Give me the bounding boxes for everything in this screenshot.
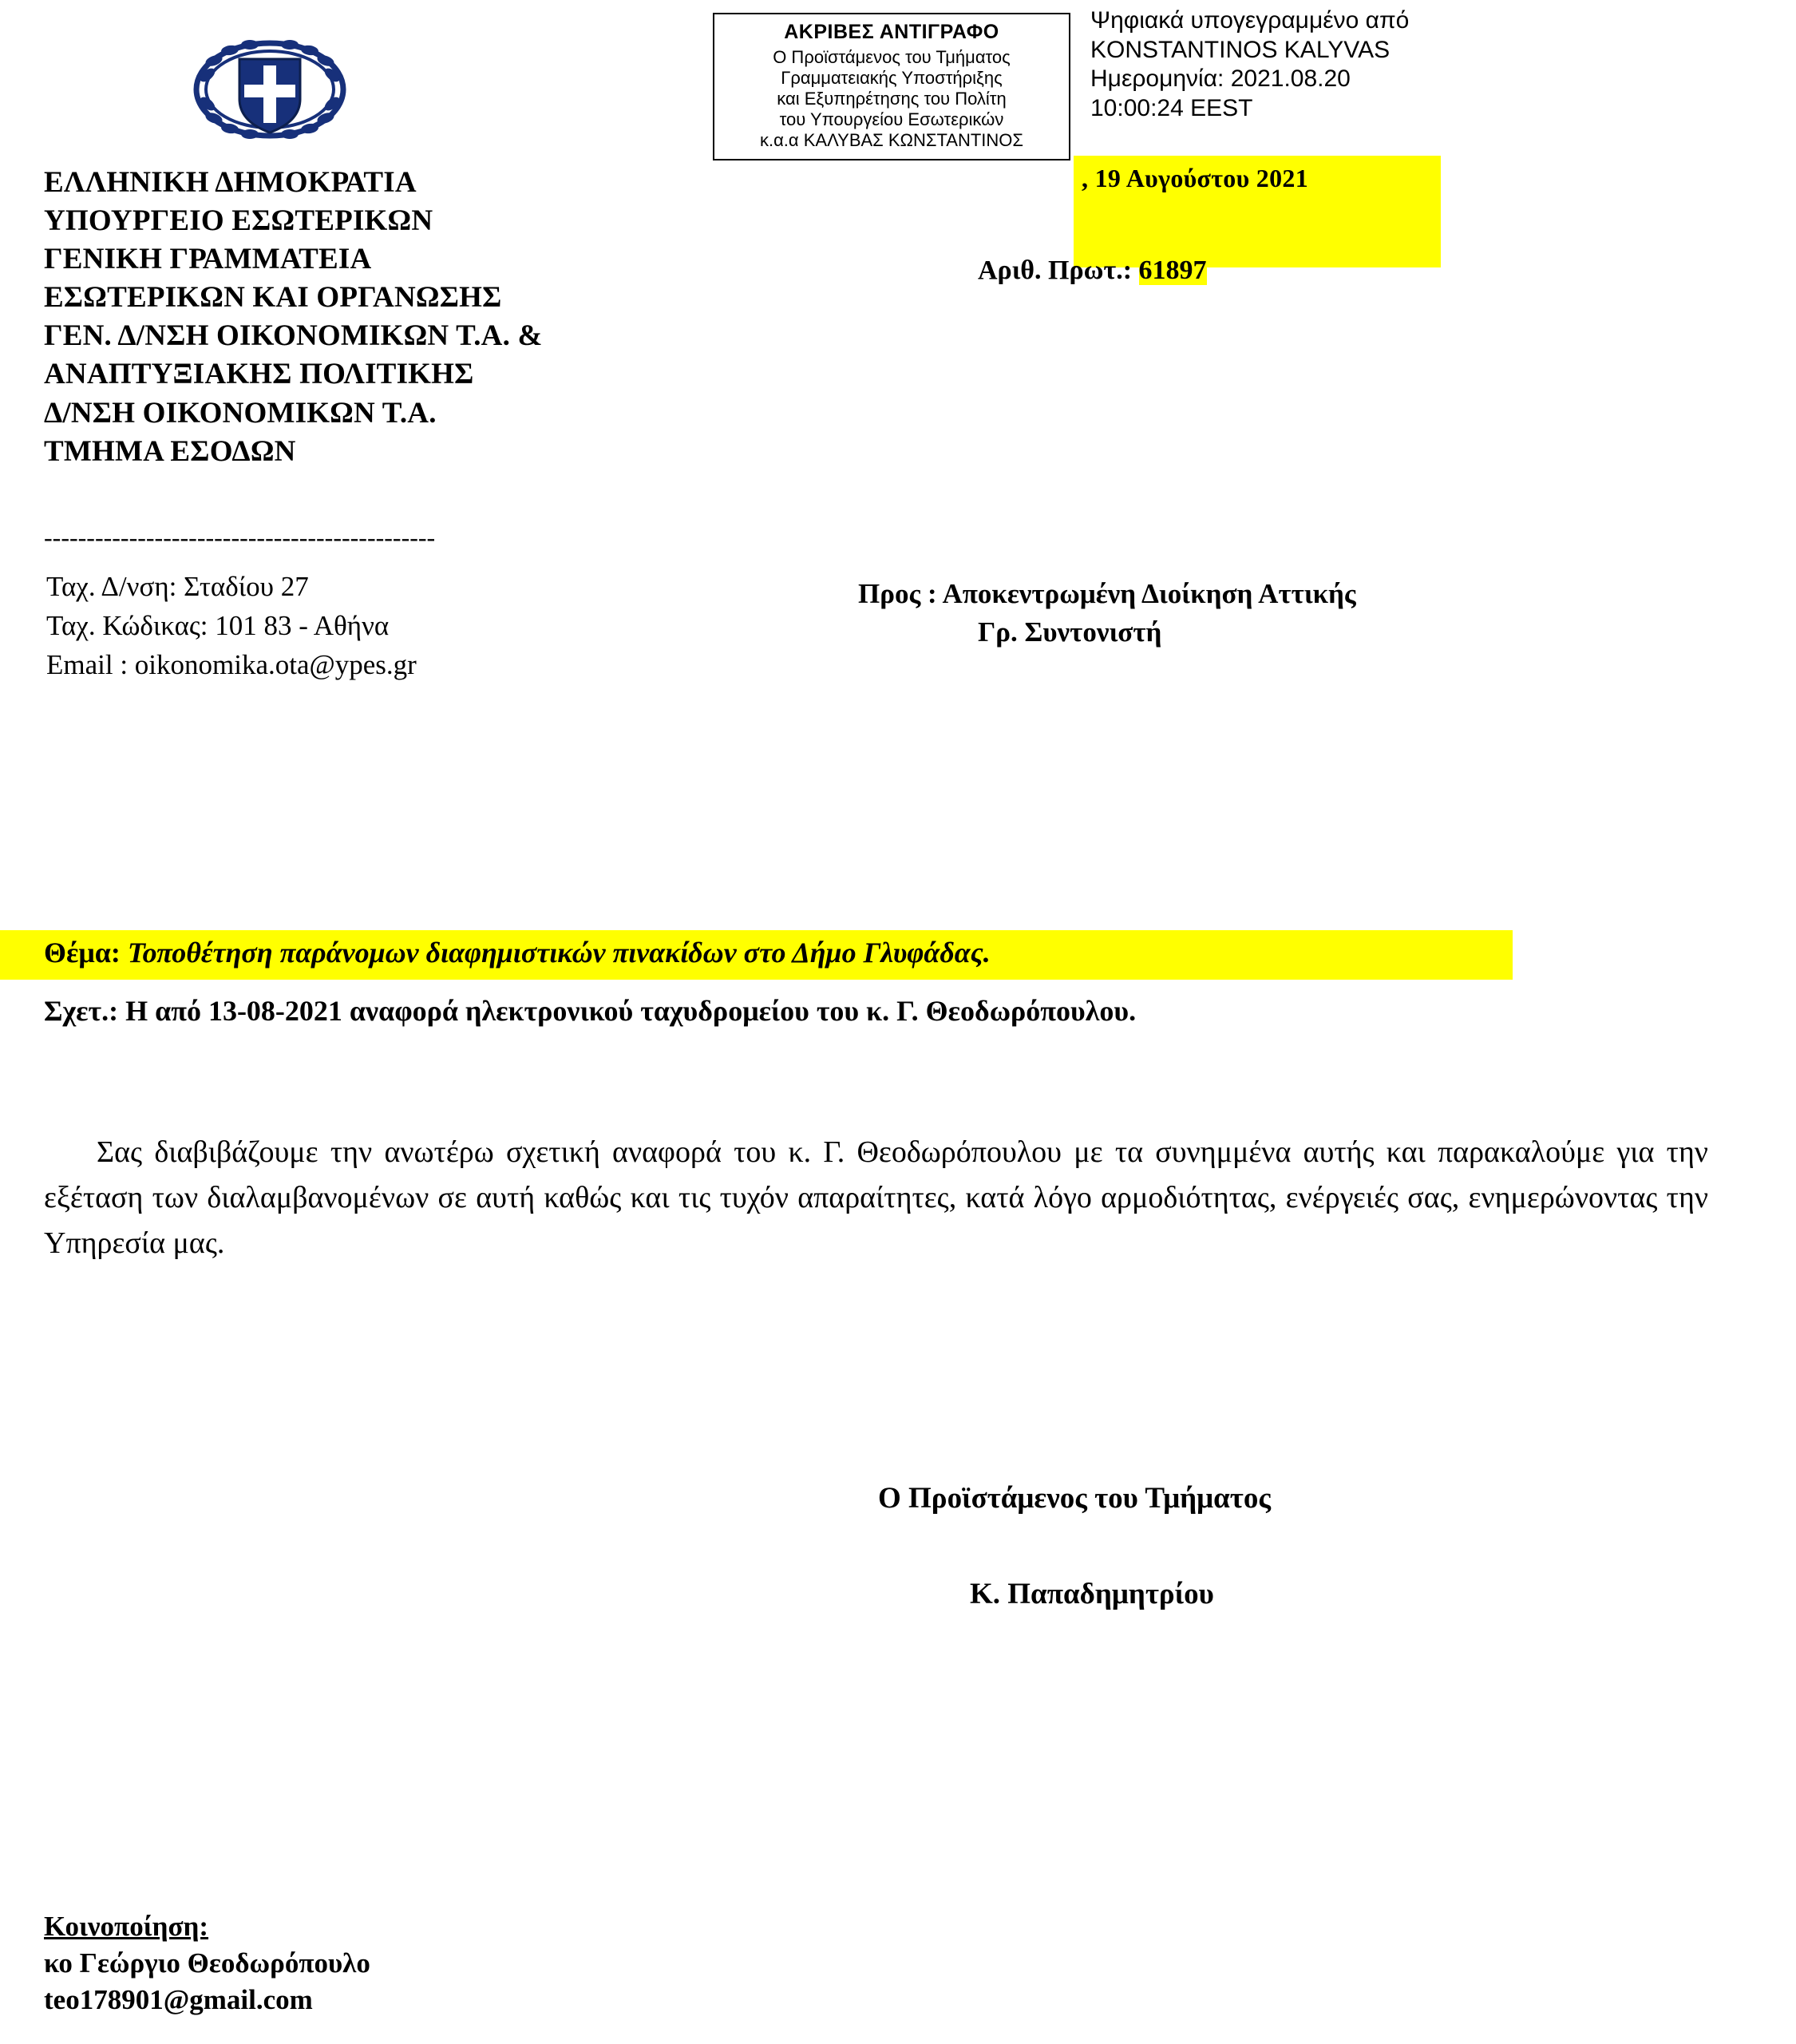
org-line-1: ΕΛΛΗΝΙΚΗ ΔΗΜΟΚΡΑΤΙΑ	[44, 166, 417, 199]
digital-signature-line-1: Ψηφιακά υπογεγραμμένο από	[1090, 7, 1410, 34]
greek-republic-emblem-icon	[190, 38, 350, 141]
stamp-line-5: κ.α.α ΚΑΛΥΒΑΣ ΚΩΝΣΤΑΝΤΙΝΟΣ	[759, 129, 1024, 150]
signature-name: Κ. Παπαδημητρίου	[970, 1578, 1214, 1610]
sender-contact-info	[46, 567, 417, 684]
stamp-line-1: Ο Προϊστάμενος του Τμήματος	[773, 47, 1011, 67]
subject-text: Τοποθέτηση παράνομων διαφημιστικών πινακίδων στο Δήμο Γλυφάδας.	[127, 937, 991, 969]
digital-signature-line-4: 10:00:24 EEST	[1090, 94, 1253, 121]
stamp-title: ΑΚΡΙΒΕΣ ΑΝΤΙΓΡΑΦΟ	[784, 21, 999, 43]
stamp-line-3: και Εξυπηρέτησης του Πολίτη	[777, 88, 1007, 109]
stamp-line-2: Γραμματειακής Υποστήριξης	[781, 67, 1003, 88]
digital-signature-block	[1090, 6, 1777, 123]
recipient-line-2: Γρ. Συντονιστή	[978, 616, 1162, 648]
relation-line: Σχετ.: Η από 13-08-2021 αναφορά ηλεκτρονικού ταχυδρομείου του κ. Γ. Θεοδωρόπουλου.	[44, 995, 1137, 1027]
subject-line	[44, 936, 991, 969]
org-line-8: ΤΜΗΜΑ ΕΣΟΔΩΝ	[44, 434, 296, 468]
contact-address: Ταχ. Δ/νση: Σταδίου 27	[46, 571, 309, 602]
recipient-label: Προς : Αποκεντρωμένη Διοίκηση Αττικής	[858, 578, 1356, 609]
sender-organization	[44, 164, 714, 471]
cc-recipient-name: κο Γεώργιο Θεοδωρόπουλο	[44, 1947, 370, 1979]
org-line-7: Δ/ΝΣΗ ΟΙΚΟΝΟΜΙΚΩΝ Τ.Α.	[44, 396, 437, 430]
body-paragraph: Σας διαβιβάζουμε την ανωτέρω σχετική αναφορά του κ. Γ. Θεοδωρόπουλου με τα συνημμένα αυτής και παρακαλούμε για την εξέταση των διαλαμβανομένων σε αυτή καθώς και τις τυχόν απαραίτητες, κατά λόγο αρμοδιότητας, ενέργειές σας, ενημερώνοντας την Υπηρεσία μας.	[44, 1135, 1708, 1260]
org-line-6: ΑΝΑΠΤΥΞΙΑΚΗΣ ΠΟΛΙΤΙΚΗΣ	[44, 358, 474, 391]
recipient-block	[858, 575, 1356, 652]
contact-email: Email : oikonomika.ota@ypes.gr	[46, 649, 417, 680]
stamp-line-4: του Υπουργείου Εσωτερικών	[779, 109, 1004, 129]
digital-signature-line-3: Ημερομηνία: 2021.08.20	[1090, 65, 1351, 93]
protocol-label: Αριθ. Πρωτ.:	[978, 256, 1139, 285]
cc-title: Κοινοποίηση:	[44, 1911, 209, 1942]
subject-label: Θέμα:	[44, 937, 128, 969]
digital-signature-line-2: KONSTANTINOS KALYVAS	[1090, 36, 1391, 63]
org-line-4: ΕΣΩΤΕΡΙΚΩΝ ΚΑΙ ΟΡΓΑΝΩΣΗΣ	[44, 281, 502, 315]
cc-block	[44, 1908, 370, 2019]
cc-recipient-email: teo178901@gmail.com	[44, 1984, 313, 2016]
org-line-3: ΓΕΝΙΚΗ ΓΡΑΜΜΑΤΕΙΑ	[44, 243, 372, 276]
document-date: , 19 Αυγούστου 2021	[1082, 164, 1308, 192]
protocol-number: 61897	[1138, 256, 1207, 285]
certified-copy-stamp	[713, 13, 1070, 160]
signature-title: Ο Προϊστάμενος του Τμήματος	[878, 1482, 1271, 1515]
org-line-5: ΓΕΝ. Δ/ΝΣΗ ΟΙΚΟΝΟΜΙΚΩΝ Τ.Α. &	[44, 319, 543, 353]
header-divider: ----------------------------------------------	[44, 523, 436, 552]
contact-postcode: Ταχ. Κώδικας: 101 83 - Αθήνα	[46, 610, 390, 641]
org-line-2: ΥΠΟΥΡΓΕΙΟ ΕΣΩΤΕΡΙΚΩΝ	[44, 204, 433, 238]
protocol-number-line	[978, 256, 1207, 286]
